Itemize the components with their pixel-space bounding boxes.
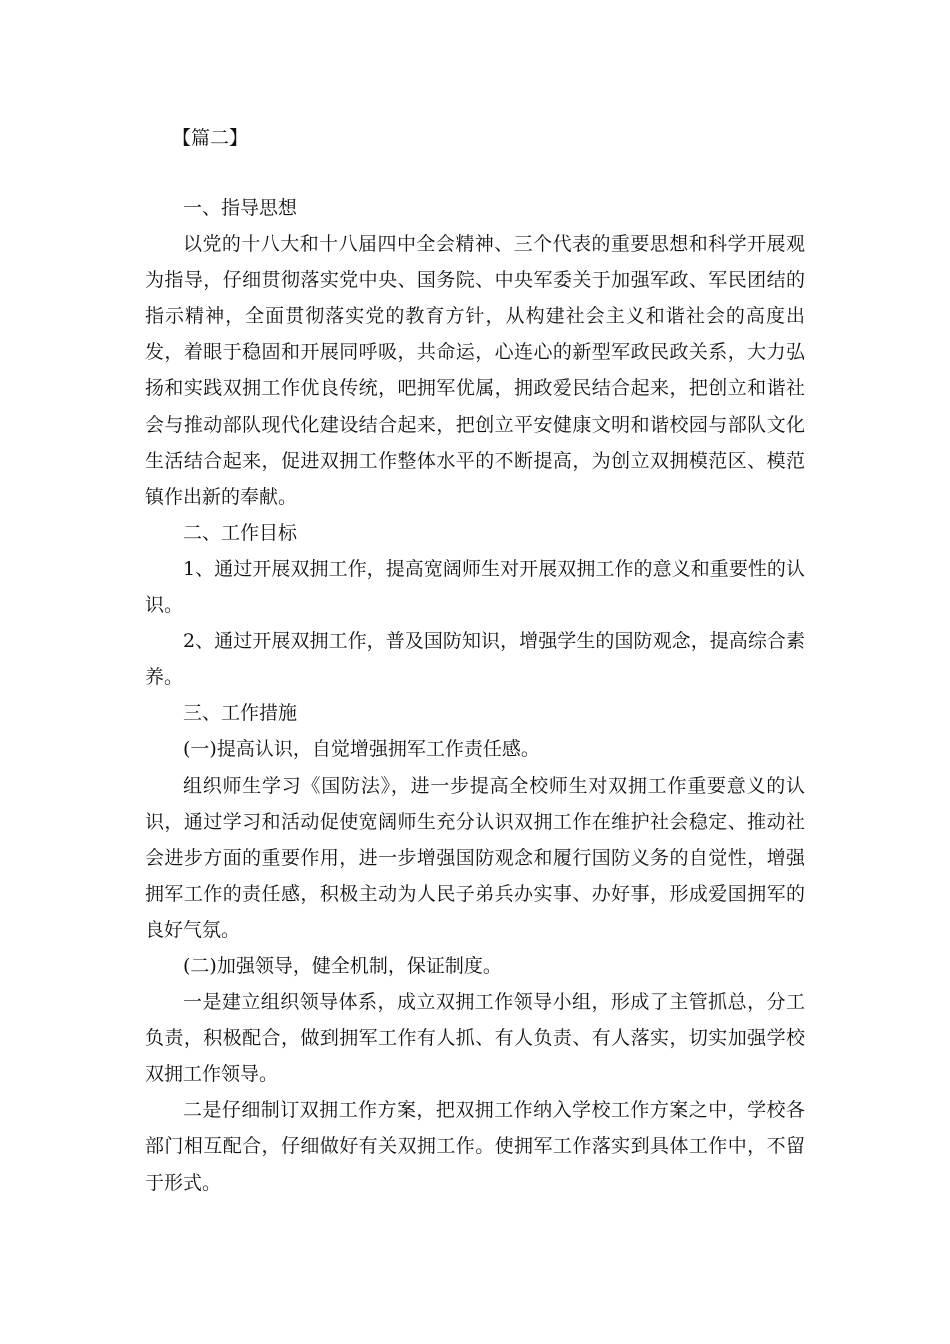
heading-guiding-ideology: 一、指导思想 [183,197,298,219]
paragraph-goal-1: 1、通过开展双拥工作，提高宽阔师生对开展双拥工作的意义和重要性的认识。 [145,557,805,617]
section-heading: 【篇二】 [172,127,249,149]
subheading-measure-1: (一)提高认识，自觉增强拥军工作责任感。 [183,738,540,761]
subheading-measure-2: (二)加强领导，健全机制，保证制度。 [183,954,502,977]
paragraph-measure-1: 组织师生学习《国防法》，进一步提高全校师生对双拥工作重要意义的认识，通过学习和活动促使宽阔师生充分认识双拥工作在维护社会稳定、推动社会进步方面的重要作用，进一步增强国防观念和履行国防义务的自觉性，增强拥军工作的责任感，积极主动为人民子弟兵办实事、办好事，形成爱国拥军的良好气氛。 [145,774,805,941]
heading-work-measures: 三、工作措施 [183,702,298,725]
paragraph-measure-2a: 一是建立组织领导体系，成立双拥工作领导小组，形成了主管抓总，分工负责，积极配合，做到拥军工作有人抓、有人负责、有人落实，切实加强学校双拥工作领导。 [145,991,805,1086]
heading-work-goals: 二、工作目标 [183,521,298,544]
paragraph-guiding-ideology: 以党的十八大和十八届四中全会精神、三个代表的重要思想和科学开展观为指导，仔细贯彻落实党中央、国务院、中央军委关于加强军政、军民团结的指示精神，全面贯彻落实党的教育方针，从构建社会主义和谐社会的高度出发，着眼于稳固和开展同呼吸，共命运，心连心的新型军政民政关系，大力弘扬和实践双拥工作优良传统，吧拥军优属，拥政爱民结合起来，把创立和谐社会与推动部队现代化建设结合起来，把创立平安健康文明和谐校园与部队文化生活结合起来，促进双拥工作整体水平的不断提高，为创立双拥模范区、模范镇作出新的奉献。 [145,233,805,508]
paragraph-measure-2b: 二是仔细制订双拥工作方案，把双拥工作纳入学校工作方案之中，学校各部门相互配合，仔细做好有关双拥工作。使拥军工作落实到具体工作中，不留于形式。 [145,1099,805,1194]
document-body [145,190,805,1201]
paragraph-goal-2: 2、通过开展双拥工作，普及国防知识，增强学生的国防观念，提高综合素养。 [145,630,805,689]
